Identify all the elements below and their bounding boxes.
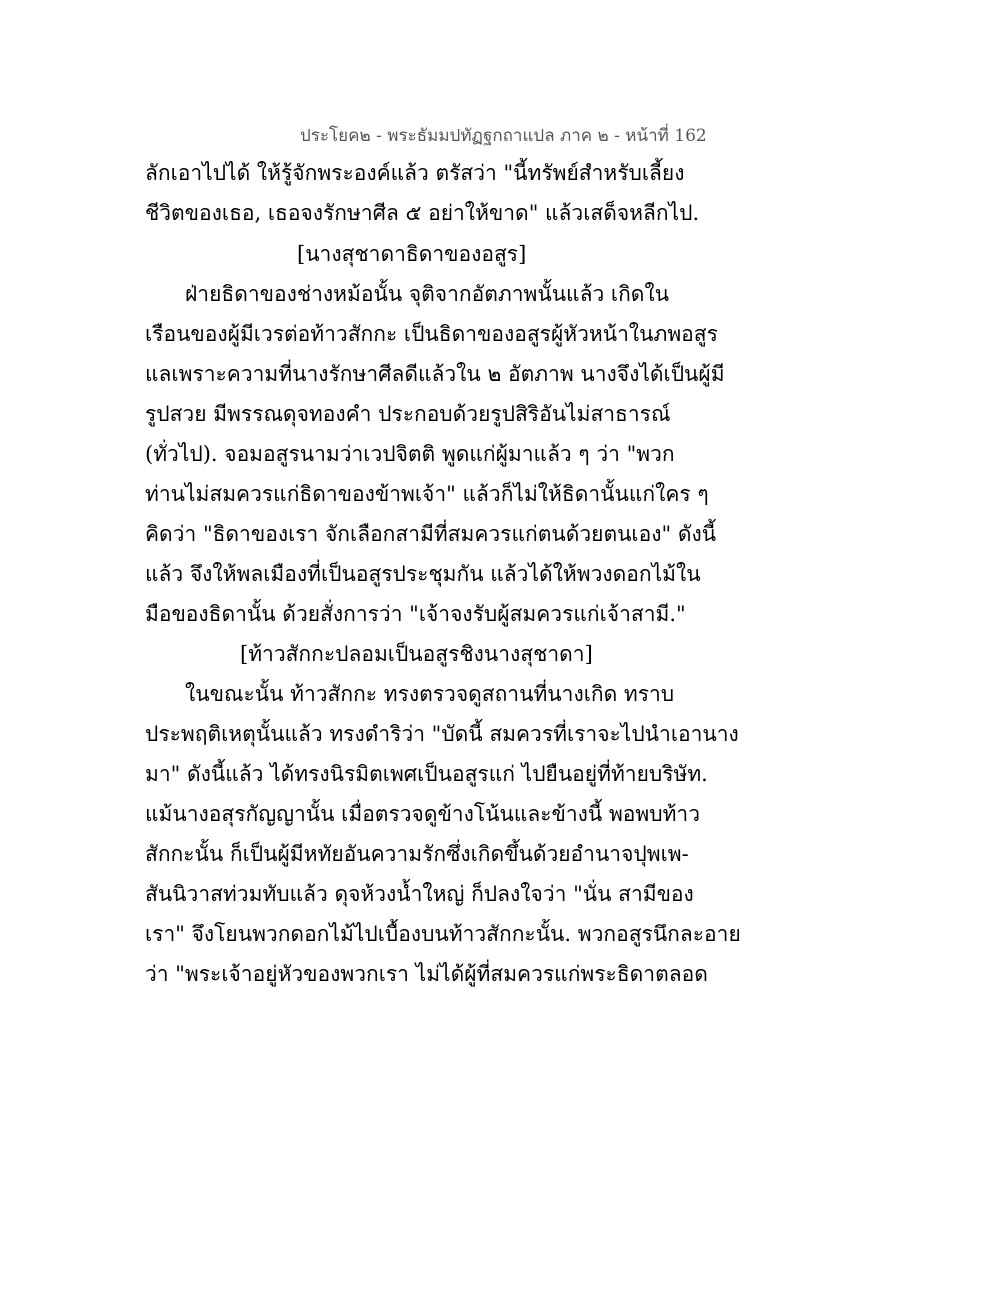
text-line: สักกะนั้น ก็เป็นผู้มีหทัยอันความรักซึ่งเกิดขึ้นด้วยอำนาจปุพเพ- [145, 842, 689, 866]
paragraph-first-line: ในขณะนั้น ท้าวสักกะ ทรงตรวจดูสถานที่นางเกิด ทราบ [185, 682, 675, 706]
text-line: สันนิวาสท่วมทับแล้ว ดุจห้วงน้ำใหญ่ ก็ปลงใจว่า "นั่น สามีของ [145, 882, 694, 906]
text-line: มือของธิดานั้น ด้วยสั่งการว่า "เจ้าจงรับผู้สมควรแก่เจ้าสามี." [145, 602, 686, 626]
section-heading: [นางสุชาดาธิดาของอสูร] [297, 242, 527, 266]
paragraph-first-line: ฝ่ายธิดาของช่างหม้อนั้น จุติจากอัตภาพนั้นแล้ว เกิดใน [185, 282, 670, 306]
text-line: ท่านไม่สมควรแก่ธิดาของข้าพเจ้า" แล้วก็ไม่ให้ธิดานั้นแก่ใคร ๆ [145, 482, 709, 506]
text-line: แม้นางอสุรกัญญานั้น เมื่อตรวจดูข้างโน้นและข้างนี้ พอพบท้าว [145, 802, 701, 826]
text-line: ว่า "พระเจ้าอยู่หัวของพวกเรา ไม่ได้ผู้ที่สมควรแก่พระธิดาตลอด [145, 962, 708, 986]
text-line: มา" ดังนี้แล้ว ได้ทรงนิรมิตเพศเป็นอสูรแก่ ไปยืนอยู่ที่ท้ายบริษัท. [145, 762, 708, 786]
section-heading: [ท้าวสักกะปลอมเป็นอสูรชิงนางสุชาดา] [240, 642, 593, 666]
text-line: แล้ว จึงให้พลเมืองที่เป็นอสูรประชุมกัน แล้วได้ให้พวงดอกไม้ใน [145, 562, 701, 586]
text-line: รูปสวย มีพรรณดุจทองคำ ประกอบด้วยรูปสิริอันไม่สาธารณ์ [145, 402, 671, 426]
text-line: ลักเอาไปได้ ให้รู้จักพระองค์แล้ว ตรัสว่า "นี้ทรัพย์สำหรับเลี้ยง [145, 161, 685, 185]
text-line: (ทั่วไป). จอมอสูรนามว่าเวปจิตติ พูดแก่ผู้มาแล้ว ๆ ว่า "พวก [145, 442, 675, 466]
text-line: คิดว่า "ธิดาของเรา จักเลือกสามีที่สมควรแก่ตนด้วยตนเอง" ดังนี้ [145, 522, 717, 546]
text-line: ชีวิตของเธอ, เธอจงรักษาศีล ๕ อย่าให้ขาด" แล้วเสด็จหลีกไป. [145, 201, 700, 225]
text-line: ประพฤติเหตุนั้นแล้ว ทรงดำริว่า "บัดนี้ สมควรที่เราจะไปนำเอานาง [145, 722, 739, 746]
text-line: แลเพราะความที่นางรักษาศีลดีแล้วใน ๒ อัตภาพ นางจึงได้เป็นผู้มี [145, 362, 725, 386]
text-line: เรือนของผู้มีเวรต่อท้าวสักกะ เป็นธิดาของอสูรผู้หัวหน้าในภพอสูร [145, 322, 718, 346]
running-header: ประโยค๒ - พระธัมมปทัฏฐกถาแปล ภาค ๒ - หน้าที่ 162 [300, 126, 707, 146]
text-line: เรา" จึงโยนพวกดอกไม้ไปเบื้องบนท้าวสักกะนั้น. พวกอสูรนึกละอาย [145, 922, 741, 946]
